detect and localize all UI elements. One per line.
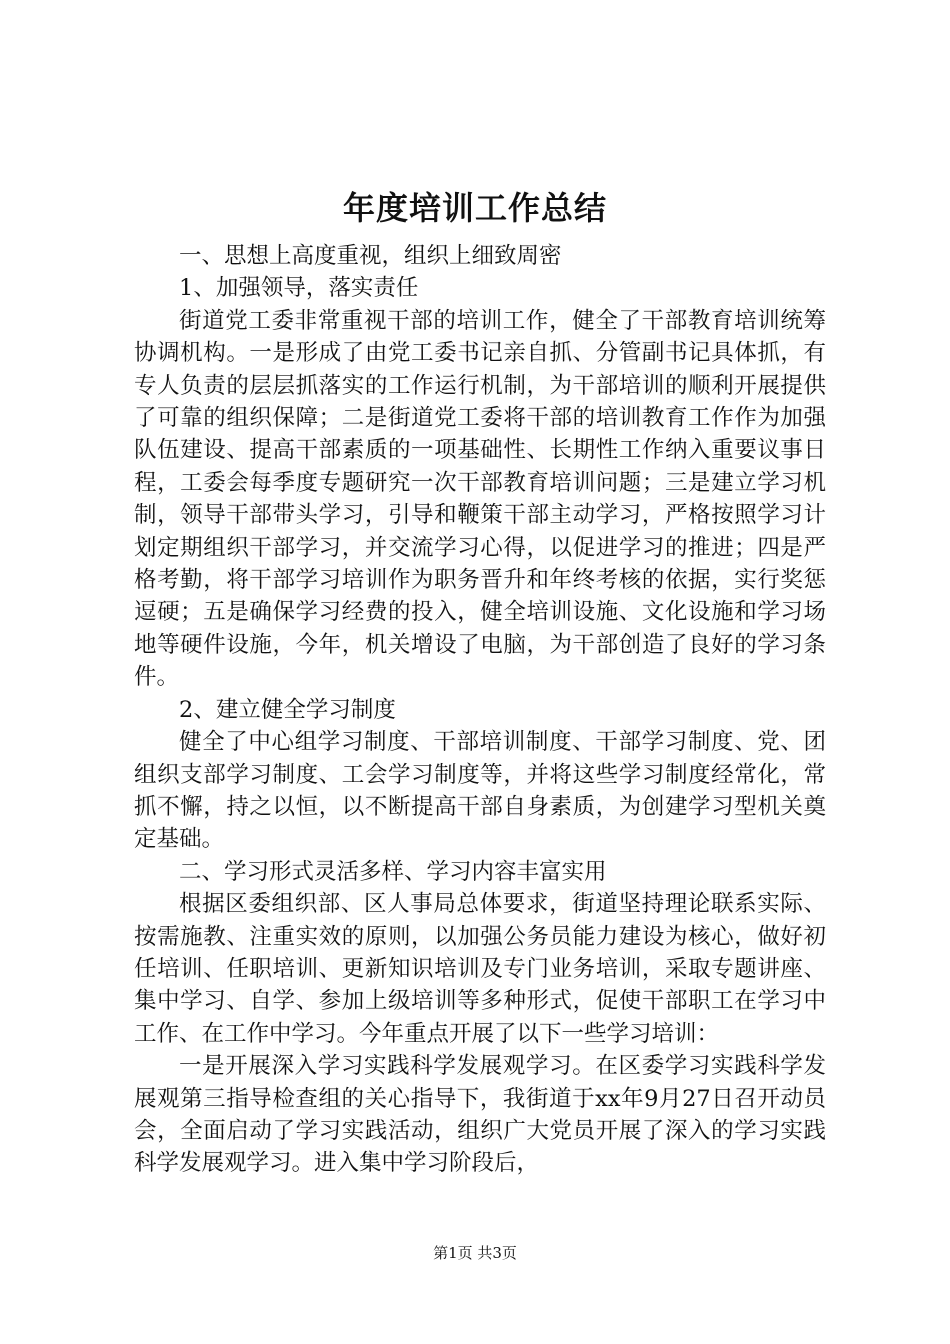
body-paragraph: 一是开展深入学习实践科学发展观学习。在区委学习实践科学发展观第三指导检查组的关心指导下，我街道于xx年9月27日召开动员会，全面启动了学习实践活动，组织广大党员开展了深入的学习实践科学发展观学习。进入集中学习阶段后， [134,1053,826,1177]
body-paragraph: 根据区委组织部、区人事局总体要求，街道坚持理论联系实际、按需施教、注重实效的原则，以加强公务员能力建设为核心，做好初任培训、任职培训、更新知识培训及专门业务培训，采取专题讲座、集中学习、自学、参加上级培训等多种形式，促使干部职工在学习中工作、在工作中学习。今年重点开展了以下一些学习培训： [134,891,826,1047]
subsection-heading-2: 2、建立健全学习制度 [179,696,396,723]
body-paragraph: 健全了中心组学习制度、干部培训制度、干部学习制度、党、团组织支部学习制度、工会学习制度等，并将这些学习制度经常化，常抓不懈，持之以恒，以不断提高干部自身素质，为创建学习型机关奠定基础。 [134,729,826,853]
subsection-heading-1: 1、加强领导，落实责任 [179,275,419,302]
section-heading-1: 一、思想上高度重视，组织上细致周密 [179,243,562,269]
body-paragraph: 街道党工委非常重视干部的培训工作，健全了干部教育培训统筹协调机构。一是形成了由党工委书记亲自抓、分管副书记具体抓，有专人负责的层层抓落实的工作运行机制，为干部培训的顺利开展提供了可靠的组织保障；二是街道党工委将干部的培训教育工作作为加强队伍建设、提高干部素质的一项基础性、长期性工作纳入重要议事日程，工委会每季度专题研究一次干部教育培训问题；三是建立学习机制，领导干部带头学习，引导和鞭策干部主动学习，严格按照学习计划定期组织干部学习，并交流学习心得，以促进学习的推进；四是严格考勤，将干部学习培训作为职务晋升和年终考核的依据，实行奖惩逗硬；五是确保学习经费的投入，健全培训设施、文化设施和学习场地等硬件设施，今年，机关增设了电脑，为干部创造了良好的学习条件。 [134,307,826,691]
page-footer: 第1页 共3页 [433,1244,517,1262]
section-heading-2: 二、学习形式灵活多样、学习内容丰富实用 [179,858,607,885]
document-body [134,240,826,1180]
document-title: 年度培训工作总结 [342,189,607,227]
